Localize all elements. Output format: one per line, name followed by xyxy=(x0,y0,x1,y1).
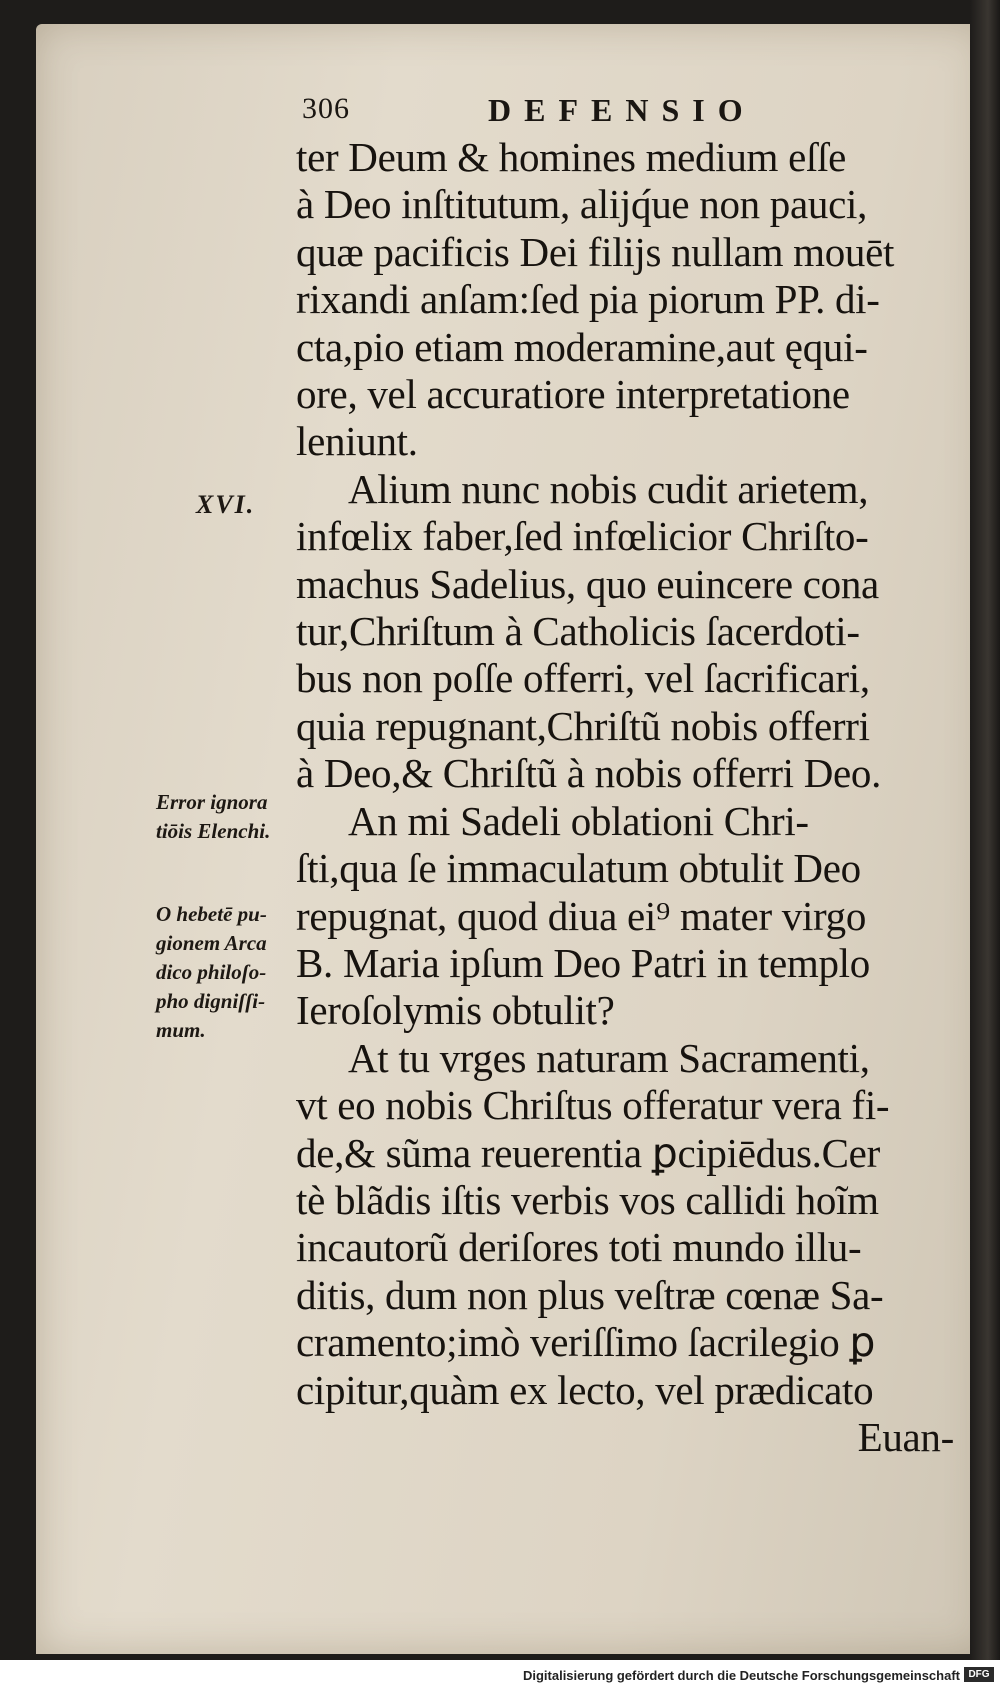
margin-note-hebetem xyxy=(156,900,306,1045)
text-line: à Deo inſtitutum, alijq́ue non pauci, xyxy=(296,181,868,228)
text-line: cipitur,quàm ex lecto, vel prædicato xyxy=(296,1366,874,1413)
running-title: DEFENSIO xyxy=(488,92,756,128)
margin-note-error xyxy=(156,788,306,846)
dfg-logo-icon: DFG xyxy=(964,1667,994,1682)
text-line: ſti,qua ſe immaculatum obtulit Deo xyxy=(296,845,861,892)
text-line: quia repugnant,Chriſtũ nobis offerri xyxy=(296,702,870,749)
body-text xyxy=(296,134,960,1461)
text-line: à Deo,& Chriſtũ à nobis offerri Deo. xyxy=(296,750,882,797)
book-spine xyxy=(970,0,1000,1660)
margin-note-line: gionem Arca xyxy=(156,931,267,955)
page-number: 306 xyxy=(302,92,350,125)
text-line: quæ pacificis Dei filijs nullam mouēt xyxy=(296,228,895,275)
catchword: Euan- xyxy=(857,1413,954,1460)
text-line: ter Deum & homines medium eſſe xyxy=(296,134,847,180)
text-line: Ieroſolymis obtulit? xyxy=(296,987,615,1034)
margin-note-line: mum. xyxy=(156,1018,206,1042)
text-line: bus non poſſe offerri, vel ſacrificari, xyxy=(296,655,870,702)
text-line: tè blãdis iſtis verbis vos callidi hoĩm xyxy=(296,1176,879,1223)
text-line: cramento;imò veriſſimo ſacrilegio ꝑ xyxy=(296,1319,876,1366)
text-line: leniunt. xyxy=(296,418,418,465)
section-number: XVI. xyxy=(196,490,256,519)
text-line: cta,pio etiam moderamine,aut ęqui- xyxy=(296,323,868,370)
text-line: At tu vrges naturam Sacramenti, xyxy=(348,1034,870,1081)
text-line: infœlix faber,ſed infœlicior Chriſto- xyxy=(296,513,869,560)
margin-note-line: dico philoſo- xyxy=(156,960,267,984)
text-line: rixandi anſam:ſed pia piorum PP. di- xyxy=(296,276,880,323)
page-header xyxy=(0,92,1000,132)
text-line: Alium nunc nobis cudit arietem, xyxy=(348,465,869,512)
text-line: de,& sũma reuerentia ꝑcipiēdus.Cer xyxy=(296,1129,880,1176)
text-line: tur,Chriſtum à Catholicis ſacerdoti- xyxy=(296,608,860,655)
margin-note-line: tiōis Elenchi. xyxy=(156,819,271,843)
margin-note-line: Error ignora xyxy=(156,790,268,814)
text-line: ditis, dum non plus veſtræ cœnæ Sa- xyxy=(296,1271,884,1318)
margin-note-line: O hebetē pu- xyxy=(156,902,267,926)
footer-credit: Digitalisierung gefördert durch die Deutsche Forschungsgemeinschaft xyxy=(522,1668,960,1683)
text-line: machus Sadelius, quo euincere cona xyxy=(296,560,879,607)
text-line: repugnat, quod diua ei⁹ mater virgo xyxy=(296,892,867,939)
digitization-footer xyxy=(0,1660,1000,1689)
text-line: incautorũ deriſores toti mundo illu- xyxy=(296,1224,862,1271)
text-line: vt eo nobis Chriſtus offeratur vera fi- xyxy=(296,1082,890,1129)
text-line: ore, vel accuratiore interpretatione xyxy=(296,371,850,418)
margin-note-line: pho digniſſi- xyxy=(156,989,266,1013)
text-line: B. Maria ipſum Deo Patri in templo xyxy=(296,939,870,986)
text-line: An mi Sadeli oblationi Chri- xyxy=(348,797,809,844)
